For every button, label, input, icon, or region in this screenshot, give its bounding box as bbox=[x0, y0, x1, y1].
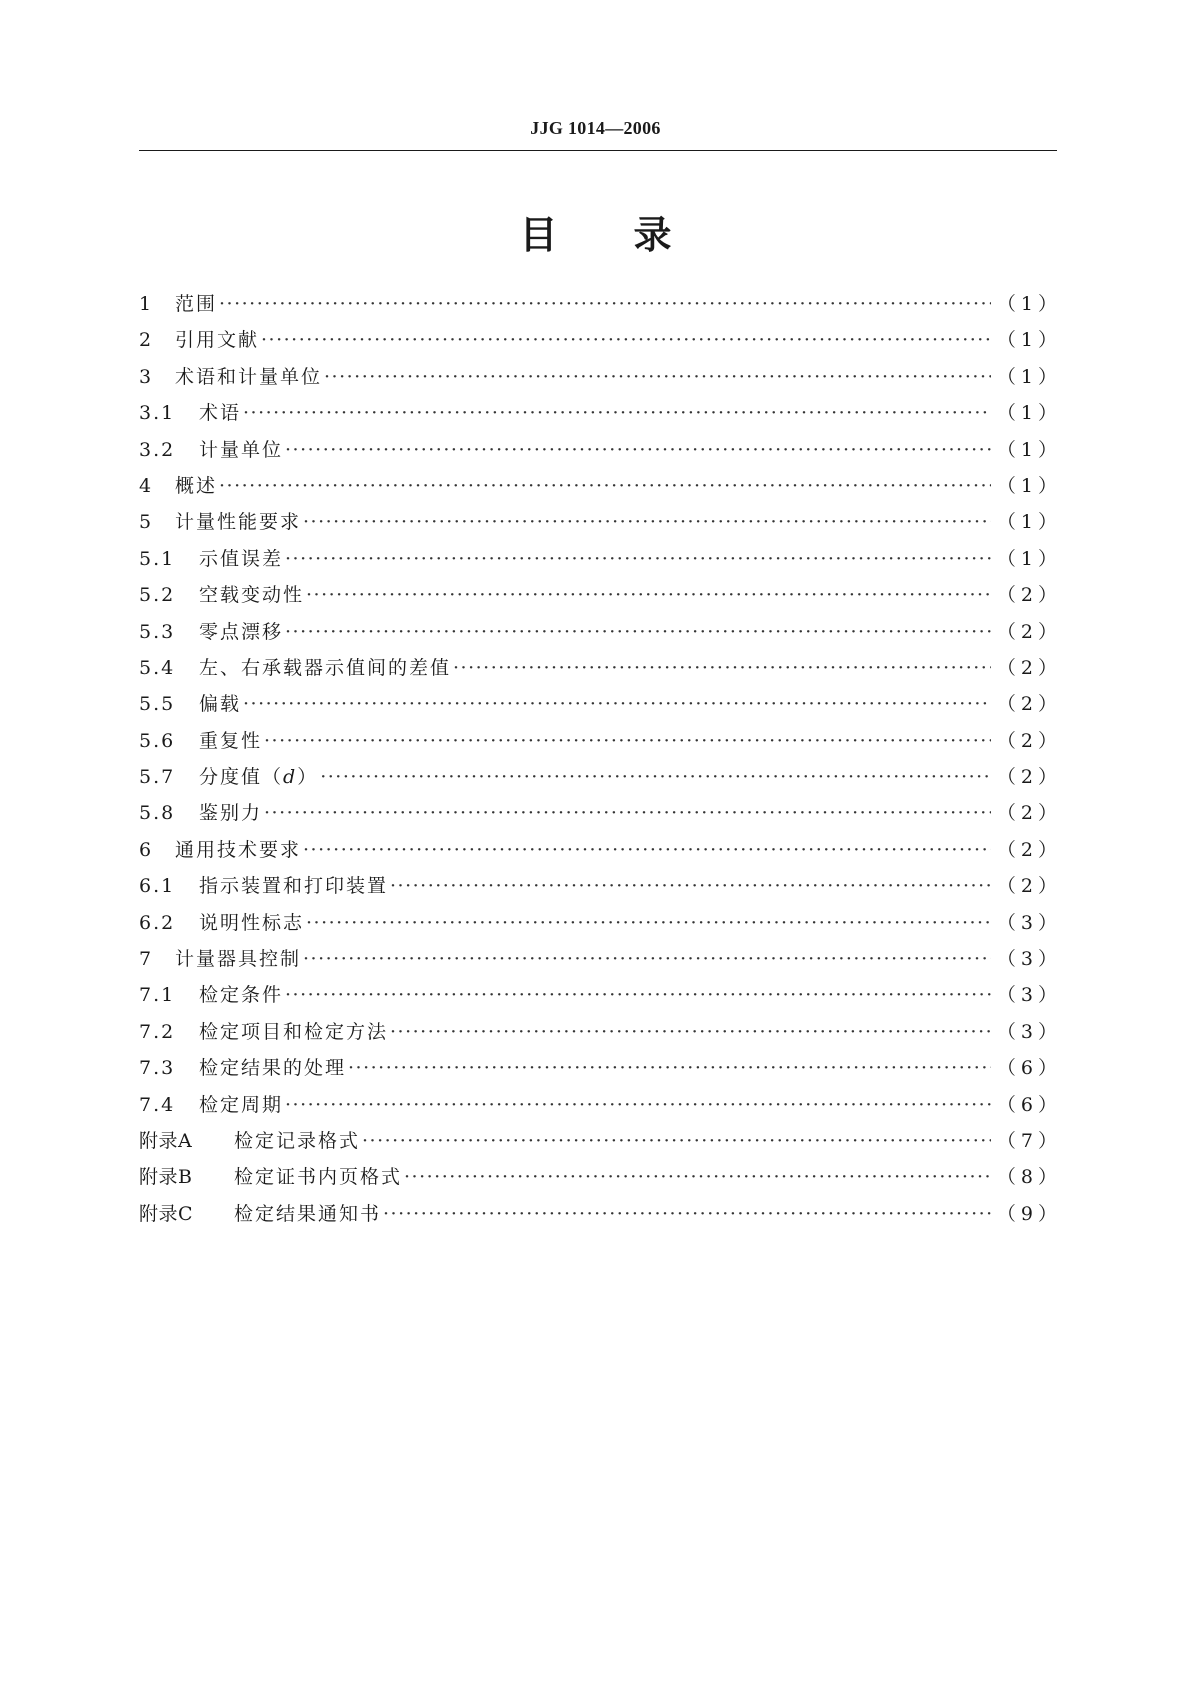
toc-entry-number: 附录B bbox=[139, 1166, 193, 1189]
toc-entry-page: （3） bbox=[996, 984, 1062, 1007]
toc-entry-title: 通用技术要求 bbox=[175, 838, 302, 861]
toc-entry[interactable] bbox=[139, 1090, 1062, 1126]
toc-entry[interactable] bbox=[139, 289, 1062, 325]
toc-entry[interactable] bbox=[139, 1126, 1062, 1162]
toc-entry-page: （2） bbox=[996, 584, 1062, 607]
toc-title bbox=[0, 204, 1191, 259]
toc-entry-title: 范围 bbox=[175, 293, 218, 315]
toc-entry-page: （8） bbox=[996, 1166, 1062, 1189]
toc-entry-page: （1） bbox=[996, 365, 1062, 388]
toc-entry-page: （2） bbox=[996, 838, 1062, 861]
toc-entry-number: 7 bbox=[139, 948, 152, 971]
toc-list bbox=[139, 289, 1062, 1235]
toc-title-char: 录 bbox=[633, 213, 672, 257]
toc-entry-page: （2） bbox=[996, 802, 1062, 825]
toc-entry[interactable] bbox=[139, 944, 1062, 980]
toc-entry-number: 6.2 bbox=[139, 911, 176, 934]
toc-entry-number: 4 bbox=[139, 474, 152, 497]
toc-dot-leader bbox=[404, 1166, 991, 1188]
toc-dot-leader bbox=[453, 657, 991, 679]
toc-dot-leader bbox=[303, 511, 991, 533]
toc-entry[interactable] bbox=[139, 325, 1062, 361]
toc-entry-number: 5.3 bbox=[139, 620, 176, 643]
toc-entry[interactable] bbox=[139, 726, 1062, 762]
toc-entry[interactable] bbox=[139, 398, 1062, 434]
toc-entry-title: 计量性能要求 bbox=[175, 511, 302, 534]
toc-dot-leader bbox=[219, 475, 991, 497]
toc-dot-leader bbox=[264, 802, 991, 824]
toc-entry-title: 零点漂移 bbox=[199, 620, 284, 643]
toc-entry-page: （1） bbox=[996, 511, 1062, 534]
toc-entry-page: （6） bbox=[996, 1057, 1062, 1080]
toc-entry-title: 说明性标志 bbox=[199, 911, 305, 934]
toc-entry-title: 偏载 bbox=[199, 693, 242, 716]
toc-entry-number: 5.7 bbox=[139, 766, 176, 789]
toc-entry-title: 指示装置和打印装置 bbox=[199, 875, 389, 898]
toc-entry[interactable] bbox=[139, 871, 1062, 907]
document-code: JJG 1014—2006 bbox=[530, 118, 661, 138]
toc-entry-number: 7.3 bbox=[139, 1057, 176, 1080]
toc-entry-number: 2 bbox=[139, 329, 152, 352]
toc-entry-number: 6 bbox=[139, 838, 152, 861]
toc-dot-leader bbox=[383, 1203, 991, 1225]
toc-entry-title: 左、右承载器示值间的差值 bbox=[199, 656, 452, 679]
toc-entry[interactable] bbox=[139, 653, 1062, 689]
toc-entry-title: 重复性 bbox=[199, 729, 263, 752]
toc-entry-number: 5 bbox=[139, 511, 152, 534]
toc-dot-leader bbox=[390, 875, 991, 897]
toc-entry-number: 5.8 bbox=[139, 802, 176, 825]
toc-entry-page: （3） bbox=[996, 1020, 1062, 1043]
toc-entry-number: 7.2 bbox=[139, 1020, 176, 1043]
toc-entry-number: 7.1 bbox=[139, 984, 176, 1007]
toc-entry-number: 附录A bbox=[139, 1129, 193, 1152]
toc-entry-page: （1） bbox=[996, 547, 1062, 570]
toc-entry[interactable] bbox=[139, 689, 1062, 725]
toc-entry-number: 附录C bbox=[139, 1202, 194, 1225]
toc-entry-page: （9） bbox=[996, 1202, 1062, 1225]
toc-dot-leader bbox=[303, 839, 991, 861]
toc-entry-title: 检定记录格式 bbox=[234, 1129, 361, 1152]
toc-dot-leader bbox=[324, 366, 991, 388]
toc-entry[interactable] bbox=[139, 471, 1062, 507]
toc-entry-title: 检定结果通知书 bbox=[234, 1202, 382, 1225]
toc-entry-page: （6） bbox=[996, 1093, 1062, 1116]
toc-entry-page: （1） bbox=[996, 438, 1062, 461]
toc-entry[interactable] bbox=[139, 544, 1062, 580]
toc-dot-leader bbox=[285, 548, 991, 570]
toc-entry-number: 5.4 bbox=[139, 656, 176, 679]
toc-entry[interactable] bbox=[139, 835, 1062, 871]
toc-entry[interactable] bbox=[139, 507, 1062, 543]
toc-entry-page: （2） bbox=[996, 656, 1062, 679]
toc-entry-title: 术语和计量单位 bbox=[175, 365, 323, 388]
toc-dot-leader bbox=[285, 439, 991, 461]
toc-entry-page: （1） bbox=[996, 293, 1062, 315]
toc-entry-title: 检定周期 bbox=[199, 1093, 284, 1116]
toc-entry-title: 鉴别力 bbox=[199, 802, 263, 825]
toc-entry-title: 术语 bbox=[199, 402, 242, 425]
toc-entry-page: （1） bbox=[996, 329, 1062, 352]
toc-dot-leader bbox=[219, 293, 991, 315]
toc-entry-title: 计量单位 bbox=[199, 438, 284, 461]
toc-entry[interactable] bbox=[139, 1162, 1062, 1198]
toc-entry-number: 6.1 bbox=[139, 875, 176, 898]
toc-entry[interactable] bbox=[139, 908, 1062, 944]
toc-entry-page: （2） bbox=[996, 693, 1062, 716]
toc-title-char: 目 bbox=[519, 213, 558, 257]
toc-entry-number: 3 bbox=[139, 365, 152, 388]
toc-dot-leader bbox=[303, 948, 991, 970]
toc-entry[interactable] bbox=[139, 980, 1062, 1016]
toc-entry-title: 分度值（d） bbox=[199, 766, 319, 789]
toc-entry[interactable] bbox=[139, 1199, 1062, 1235]
toc-entry[interactable] bbox=[139, 1053, 1062, 1089]
toc-entry-number: 5.1 bbox=[139, 547, 176, 570]
toc-dot-leader bbox=[348, 1057, 991, 1079]
toc-entry-title: 检定结果的处理 bbox=[199, 1057, 347, 1080]
toc-entry-number: 5.2 bbox=[139, 584, 176, 607]
toc-entry-number: 5.6 bbox=[139, 729, 176, 752]
toc-entry-page: （1） bbox=[996, 402, 1062, 425]
toc-dot-leader bbox=[362, 1130, 991, 1152]
toc-entry[interactable] bbox=[139, 798, 1062, 834]
toc-entry[interactable] bbox=[139, 435, 1062, 471]
toc-entry-number: 1 bbox=[139, 293, 152, 315]
toc-entry-page: （2） bbox=[996, 875, 1062, 898]
toc-dot-leader bbox=[285, 984, 991, 1006]
toc-entry-title: 概述 bbox=[175, 474, 218, 497]
toc-entry[interactable] bbox=[139, 580, 1062, 616]
toc-dot-leader bbox=[306, 584, 991, 606]
toc-dot-leader bbox=[320, 766, 991, 788]
toc-entry-number: 3.2 bbox=[139, 438, 176, 461]
toc-dot-leader bbox=[285, 621, 991, 643]
toc-dot-leader bbox=[285, 1094, 991, 1116]
toc-entry-number: 7.4 bbox=[139, 1093, 176, 1116]
toc-entry-title: 检定条件 bbox=[199, 984, 284, 1007]
toc-dot-leader bbox=[243, 402, 991, 424]
toc-entry-page: （3） bbox=[996, 911, 1062, 934]
toc-entry-title: 检定项目和检定方法 bbox=[199, 1020, 389, 1043]
toc-entry-title: 引用文献 bbox=[175, 329, 260, 352]
toc-dot-leader bbox=[306, 912, 991, 934]
toc-entry-page: （2） bbox=[996, 729, 1062, 752]
toc-entry-title: 计量器具控制 bbox=[175, 948, 302, 971]
toc-entry-number: 5.5 bbox=[139, 693, 176, 716]
toc-entry[interactable] bbox=[139, 1017, 1062, 1053]
toc-entry[interactable] bbox=[139, 362, 1062, 398]
toc-entry[interactable] bbox=[139, 762, 1062, 798]
toc-entry-page: （3） bbox=[996, 948, 1062, 971]
toc-dot-leader bbox=[243, 693, 991, 715]
toc-entry-page: （2） bbox=[996, 766, 1062, 789]
toc-entry-title: 示值误差 bbox=[199, 547, 284, 570]
toc-entry-page: （7） bbox=[996, 1129, 1062, 1152]
toc-dot-leader bbox=[261, 329, 991, 351]
toc-dot-leader bbox=[390, 1021, 991, 1043]
toc-entry-page: （1） bbox=[996, 474, 1062, 497]
toc-entry[interactable] bbox=[139, 617, 1062, 653]
header-rule bbox=[139, 150, 1057, 151]
toc-entry-page: （2） bbox=[996, 620, 1062, 643]
toc-dot-leader bbox=[264, 730, 991, 752]
toc-entry-title: 检定证书内页格式 bbox=[234, 1166, 403, 1189]
toc-entry-number: 3.1 bbox=[139, 402, 176, 425]
toc-entry-title: 空载变动性 bbox=[199, 584, 305, 607]
